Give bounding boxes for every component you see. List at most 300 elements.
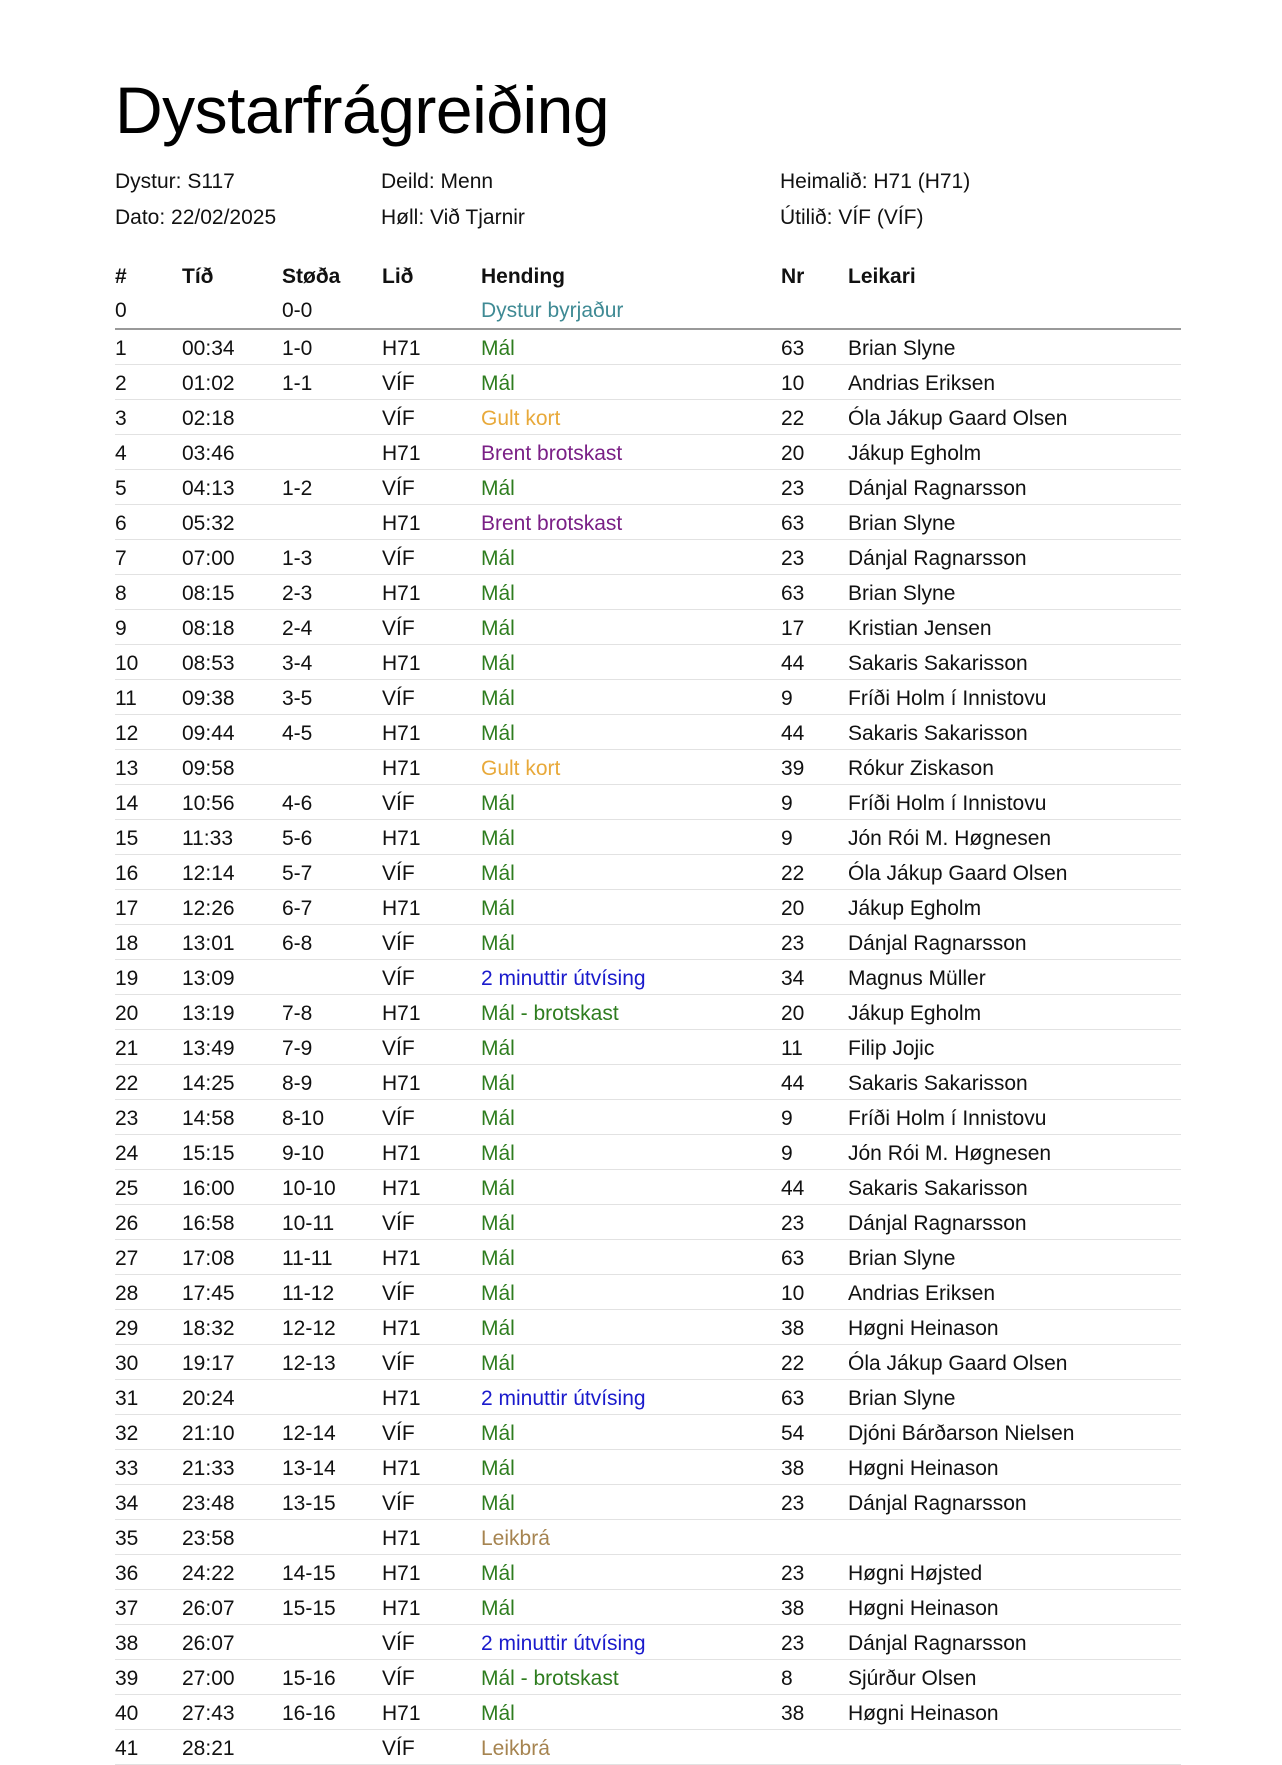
table-row [115, 890, 1181, 925]
row-event: Mál - brotskast [481, 1002, 619, 1025]
row-number: 17 [115, 897, 139, 920]
row-number: 22 [115, 1072, 139, 1095]
row-player: Dánjal Ragnarsson [848, 477, 1027, 500]
row-event: Mál [481, 1072, 515, 1095]
row-team: VÍF [382, 547, 415, 570]
row-team: VÍF [382, 1632, 415, 1655]
row-time: 17:08 [182, 1247, 235, 1270]
row-time: 08:18 [182, 617, 235, 640]
row-event: Mál [481, 1107, 515, 1130]
row-event: Mál [481, 1317, 515, 1340]
table-row [115, 1275, 1181, 1310]
table-row [115, 1695, 1181, 1730]
table-row [115, 1660, 1181, 1695]
row-team: H71 [382, 1247, 421, 1270]
row-score: 8-10 [282, 1107, 325, 1130]
row-number: 4 [115, 442, 127, 465]
row-time: 23:48 [182, 1492, 235, 1515]
row-team: H71 [382, 1527, 421, 1550]
row-player: Jón Rói M. Høgnesen [848, 827, 1052, 850]
row-event: 2 minuttir útvísing [481, 967, 646, 990]
row-player: Brian Slyne [848, 337, 956, 360]
row-score: 4-5 [282, 722, 313, 745]
row-time: 09:38 [182, 687, 235, 710]
row-number: 15 [115, 827, 139, 850]
events-table [115, 258, 1181, 1765]
row-score: 8-9 [282, 1072, 313, 1095]
table-row [115, 1100, 1181, 1135]
row-score: 1-0 [282, 337, 313, 360]
row-event: Mál [481, 1702, 515, 1725]
row-time: 27:43 [182, 1702, 235, 1725]
row-score: 13-14 [282, 1457, 336, 1480]
row-score: 10-11 [282, 1212, 335, 1235]
row-shirt-number: 11 [781, 1037, 803, 1060]
row-team: H71 [382, 652, 421, 675]
row-player: Høgni Heinason [848, 1597, 999, 1620]
row-player: Høgni Heinason [848, 1702, 999, 1725]
row-number: 9 [115, 617, 127, 640]
row-number: 19 [115, 967, 139, 990]
row-shirt-number: 9 [781, 792, 793, 815]
row-team: H71 [382, 1002, 421, 1025]
row-event: Mál [481, 1352, 515, 1375]
table-row [115, 855, 1181, 890]
row-score: 10-10 [282, 1177, 336, 1200]
table-row [115, 1555, 1181, 1590]
row-number: 10 [115, 652, 139, 675]
row-time: 11:33 [182, 827, 233, 850]
row-shirt-number: 63 [781, 337, 805, 360]
row-team: H71 [382, 442, 421, 465]
row-team: H71 [382, 757, 421, 780]
row-player: Sjúrður Olsen [848, 1667, 977, 1690]
row-number: 11 [115, 687, 137, 710]
row-event: Brent brotskast [481, 512, 623, 535]
row-shirt-number: 9 [781, 1107, 793, 1130]
venue: Høll: Við Tjarnir [381, 206, 525, 229]
row-player: Óla Jákup Gaard Olsen [848, 862, 1068, 885]
row-score: 3-4 [282, 652, 313, 675]
row-team: H71 [382, 1457, 421, 1480]
row-shirt-number: 44 [781, 722, 805, 745]
row-team: H71 [382, 1597, 421, 1620]
row-time: 14:58 [182, 1107, 235, 1130]
row-number: 25 [115, 1177, 139, 1200]
row-team: VÍF [382, 1037, 415, 1060]
table-row [115, 645, 1181, 680]
table-row [115, 1065, 1181, 1100]
row-player: Sakaris Sakarisson [848, 1072, 1028, 1095]
row-player: Kristian Jensen [848, 617, 992, 640]
row-score: 9-10 [282, 1142, 325, 1165]
row-shirt-number: 22 [781, 862, 805, 885]
row-shirt-number: 44 [781, 652, 805, 675]
row-score: 14-15 [282, 1562, 336, 1585]
row-score: 11-11 [282, 1247, 333, 1270]
row-player: Filip Jojic [848, 1037, 935, 1060]
row-score: 1-1 [282, 372, 313, 395]
row-event: Mál [481, 862, 515, 885]
row-team: H71 [382, 1702, 421, 1725]
row-event: Mál [481, 547, 515, 570]
row-team: VÍF [382, 932, 415, 955]
row-shirt-number: 39 [781, 757, 805, 780]
row-number: 12 [115, 722, 139, 745]
table-header [115, 258, 1181, 292]
row-number: 26 [115, 1212, 139, 1235]
row-player: Høgni Heinason [848, 1317, 999, 1340]
row-number: 36 [115, 1562, 139, 1585]
row-number: 1 [115, 337, 127, 360]
table-row [115, 610, 1181, 645]
row-time: 21:10 [182, 1422, 235, 1445]
row-player: Jákup Egholm [848, 897, 982, 920]
row-event: Mál [481, 1212, 515, 1235]
row-player: Dánjal Ragnarsson [848, 1212, 1027, 1235]
row-player: Dánjal Ragnarsson [848, 1632, 1027, 1655]
row-player: Óla Jákup Gaard Olsen [848, 1352, 1068, 1375]
row-time: 08:53 [182, 652, 235, 675]
row-number: 35 [115, 1527, 139, 1550]
row-team: H71 [382, 1562, 421, 1585]
row-event: Mál [481, 687, 515, 710]
row-score: 0-0 [282, 299, 313, 322]
row-team: VÍF [382, 617, 415, 640]
row-team: H71 [382, 1317, 421, 1340]
row-team: H71 [382, 582, 421, 605]
table-row [115, 925, 1181, 960]
row-player: Fríði Holm í Innistovu [848, 1107, 1047, 1130]
row-event: Mál [481, 1422, 515, 1445]
row-time: 01:02 [182, 372, 235, 395]
row-event: Brent brotskast [481, 442, 623, 465]
row-shirt-number: 38 [781, 1457, 805, 1480]
table-row [115, 1485, 1181, 1520]
row-shirt-number: 38 [781, 1702, 805, 1725]
row-number: 6 [115, 512, 127, 535]
table-row [115, 575, 1181, 610]
row-team: H71 [382, 1072, 421, 1095]
row-player: Jákup Egholm [848, 442, 982, 465]
row-player: Sakaris Sakarisson [848, 722, 1028, 745]
row-event: Mál [481, 897, 515, 920]
row-team: H71 [382, 1142, 421, 1165]
row-number: 18 [115, 932, 139, 955]
row-event: Mál [481, 337, 515, 360]
row-score: 15-16 [282, 1667, 336, 1690]
row-number: 13 [115, 757, 139, 780]
row-team: VÍF [382, 407, 415, 430]
row-team: VÍF [382, 967, 415, 990]
table-row [115, 1135, 1181, 1170]
row-player: Dánjal Ragnarsson [848, 547, 1027, 570]
table-row [115, 820, 1181, 855]
row-shirt-number: 23 [781, 1562, 805, 1585]
row-number: 37 [115, 1597, 139, 1620]
table-row [115, 1030, 1181, 1065]
row-number: 27 [115, 1247, 139, 1270]
table-row [115, 1310, 1181, 1345]
away-team: Útilið: VÍF (VÍF) [780, 206, 924, 229]
table-row [115, 400, 1181, 435]
row-number: 30 [115, 1352, 139, 1375]
row-number: 29 [115, 1317, 139, 1340]
row-event: Mál - brotskast [481, 1667, 619, 1690]
row-team: VÍF [382, 1212, 415, 1235]
row-event: Gult kort [481, 407, 561, 430]
row-team: VÍF [382, 1422, 415, 1445]
row-time: 17:45 [182, 1282, 235, 1305]
header-team: Lið [382, 265, 414, 288]
row-event: Leikbrá [481, 1737, 550, 1760]
row-shirt-number: 54 [781, 1422, 805, 1445]
table-row [115, 1590, 1181, 1625]
row-number: 3 [115, 407, 127, 430]
row-time: 26:07 [182, 1597, 235, 1620]
row-player: Høgni Heinason [848, 1457, 999, 1480]
row-score: 12-13 [282, 1352, 336, 1375]
row-number: 16 [115, 862, 139, 885]
row-score: 12-14 [282, 1422, 336, 1445]
row-shirt-number: 23 [781, 477, 805, 500]
row-number: 8 [115, 582, 127, 605]
row-shirt-number: 34 [781, 967, 805, 990]
header-shirt-number: Nr [781, 265, 805, 288]
row-number: 20 [115, 1002, 139, 1025]
table-row [115, 750, 1181, 785]
row-shirt-number: 23 [781, 1492, 805, 1515]
table-row [115, 785, 1181, 820]
row-event: Mál [481, 932, 515, 955]
table-row [115, 715, 1181, 750]
row-event: Mál [481, 1282, 515, 1305]
table-row [115, 365, 1181, 400]
row-event: Gult kort [481, 757, 561, 780]
row-score: 2-4 [282, 617, 313, 640]
row-player: Andrias Eriksen [848, 1282, 996, 1305]
row-time: 12:14 [182, 862, 235, 885]
row-event: Mál [481, 1142, 515, 1165]
row-time: 27:00 [182, 1667, 235, 1690]
table-row [115, 1345, 1181, 1380]
row-player: Dánjal Ragnarsson [848, 1492, 1027, 1515]
row-shirt-number: 9 [781, 687, 793, 710]
header-event: Hending [481, 265, 565, 288]
row-time: 08:15 [182, 582, 235, 605]
table-row [115, 995, 1181, 1030]
row-time: 24:22 [182, 1562, 235, 1585]
row-score: 6-7 [282, 897, 313, 920]
row-shirt-number: 20 [781, 1002, 805, 1025]
header-number: # [115, 265, 127, 288]
row-shirt-number: 38 [781, 1317, 805, 1340]
row-number: 34 [115, 1492, 139, 1515]
row-team: H71 [382, 827, 421, 850]
table-row [115, 680, 1181, 715]
table-row [115, 960, 1181, 995]
row-time: 04:13 [182, 477, 235, 500]
row-shirt-number: 23 [781, 932, 805, 955]
row-number: 31 [115, 1387, 139, 1410]
table-row [115, 1625, 1181, 1660]
row-event: Mál [481, 1562, 515, 1585]
row-player: Fríði Holm í Innistovu [848, 792, 1047, 815]
division: Deild: Menn [381, 170, 494, 193]
row-player: Rókur Ziskason [848, 757, 994, 780]
row-event: Mál [481, 1037, 515, 1060]
row-score: 11-12 [282, 1282, 335, 1305]
row-score: 1-3 [282, 547, 313, 570]
row-event: Mál [481, 617, 515, 640]
row-shirt-number: 8 [781, 1667, 793, 1690]
table-row [115, 1450, 1181, 1485]
home-team: Heimalið: H71 (H71) [780, 170, 971, 193]
row-score: 12-12 [282, 1317, 336, 1340]
row-time: 16:58 [182, 1212, 235, 1235]
row-shirt-number: 17 [781, 617, 805, 640]
row-time: 19:17 [182, 1352, 235, 1375]
row-time: 05:32 [182, 512, 235, 535]
row-shirt-number: 63 [781, 582, 805, 605]
row-time: 13:01 [182, 932, 235, 955]
table-body [115, 292, 1181, 1765]
table-row [115, 435, 1181, 470]
row-player: Jón Rói M. Høgnesen [848, 1142, 1052, 1165]
row-number: 33 [115, 1457, 139, 1480]
table-row [115, 1240, 1181, 1275]
row-shirt-number: 22 [781, 407, 805, 430]
row-number: 0 [115, 299, 127, 322]
row-team: VÍF [382, 862, 415, 885]
row-player: Andrias Eriksen [848, 372, 996, 395]
row-shirt-number: 38 [781, 1597, 805, 1620]
row-time: 00:34 [182, 337, 235, 360]
row-shirt-number: 9 [781, 827, 793, 850]
row-shirt-number: 22 [781, 1352, 805, 1375]
header-score: Støða [282, 265, 341, 288]
row-time: 15:15 [182, 1142, 235, 1165]
table-row [115, 1415, 1181, 1450]
row-shirt-number: 44 [781, 1072, 805, 1095]
row-team: VÍF [382, 1492, 415, 1515]
table-row [115, 540, 1181, 575]
row-number: 14 [115, 792, 139, 815]
row-player: Fríði Holm í Innistovu [848, 687, 1047, 710]
row-player: Sakaris Sakarisson [848, 1177, 1028, 1200]
row-player: Høgni Højsted [848, 1562, 983, 1585]
row-shirt-number: 23 [781, 1632, 805, 1655]
row-player: Magnus Müller [848, 967, 986, 990]
row-number: 41 [115, 1737, 139, 1760]
row-shirt-number: 20 [781, 442, 805, 465]
row-shirt-number: 63 [781, 512, 805, 535]
row-shirt-number: 10 [781, 372, 805, 395]
row-team: H71 [382, 1387, 421, 1410]
row-time: 18:32 [182, 1317, 235, 1340]
row-event: Mál [481, 582, 515, 605]
header-time: Tíð [182, 265, 214, 288]
row-shirt-number: 44 [781, 1177, 805, 1200]
row-team: VÍF [382, 477, 415, 500]
row-shirt-number: 63 [781, 1387, 805, 1410]
row-time: 09:44 [182, 722, 235, 745]
row-team: VÍF [382, 1282, 415, 1305]
row-time: 20:24 [182, 1387, 235, 1410]
row-number: 21 [115, 1037, 139, 1060]
table-row [115, 1170, 1181, 1205]
row-shirt-number: 23 [781, 1212, 805, 1235]
row-player: Brian Slyne [848, 1387, 956, 1410]
row-player: Djóni Bárðarson Nielsen [848, 1422, 1075, 1445]
row-time: 21:33 [182, 1457, 235, 1480]
row-score: 7-8 [282, 1002, 313, 1025]
row-score: 7-9 [282, 1037, 313, 1060]
row-number: 28 [115, 1282, 139, 1305]
row-event: 2 minuttir útvísing [481, 1387, 646, 1410]
row-player: Óla Jákup Gaard Olsen [848, 407, 1068, 430]
table-row [115, 1205, 1181, 1240]
row-time: 13:19 [182, 1002, 235, 1025]
row-time: 07:00 [182, 547, 235, 570]
table-row [115, 505, 1181, 540]
row-time: 13:49 [182, 1037, 235, 1060]
row-event: Mál [481, 372, 515, 395]
row-score: 1-2 [282, 477, 313, 500]
row-event: Mál [481, 792, 515, 815]
row-score: 13-15 [282, 1492, 336, 1515]
row-score: 6-8 [282, 932, 313, 955]
row-time: 09:58 [182, 757, 235, 780]
row-team: VÍF [382, 687, 415, 710]
row-score: 15-15 [282, 1597, 336, 1620]
row-number: 23 [115, 1107, 139, 1130]
row-event: 2 minuttir útvísing [481, 1632, 646, 1655]
row-time: 14:25 [182, 1072, 235, 1095]
row-event: Mál [481, 827, 515, 850]
row-team: VÍF [382, 1352, 415, 1375]
row-score: 16-16 [282, 1702, 336, 1725]
row-score: 2-3 [282, 582, 313, 605]
row-score: 5-6 [282, 827, 313, 850]
row-team: H71 [382, 1177, 421, 1200]
row-team: VÍF [382, 1107, 415, 1130]
row-event: Mál [481, 722, 515, 745]
row-time: 03:46 [182, 442, 235, 465]
row-event: Mál [481, 652, 515, 675]
row-time: 10:56 [182, 792, 235, 815]
row-player: Dánjal Ragnarsson [848, 932, 1027, 955]
row-number: 7 [115, 547, 127, 570]
row-number: 32 [115, 1422, 139, 1445]
row-time: 23:58 [182, 1527, 235, 1550]
row-event: Leikbrá [481, 1527, 550, 1550]
row-time: 02:18 [182, 407, 235, 430]
row-shirt-number: 9 [781, 1142, 793, 1165]
row-number: 39 [115, 1667, 139, 1690]
row-shirt-number: 63 [781, 1247, 805, 1270]
row-shirt-number: 10 [781, 1282, 805, 1305]
row-number: 40 [115, 1702, 139, 1725]
row-team: H71 [382, 897, 421, 920]
row-player: Brian Slyne [848, 582, 956, 605]
row-time: 28:21 [182, 1737, 235, 1760]
row-score: 5-7 [282, 862, 313, 885]
row-team: VÍF [382, 372, 415, 395]
row-time: 26:07 [182, 1632, 235, 1655]
row-time: 16:00 [182, 1177, 235, 1200]
row-number: 5 [115, 477, 127, 500]
